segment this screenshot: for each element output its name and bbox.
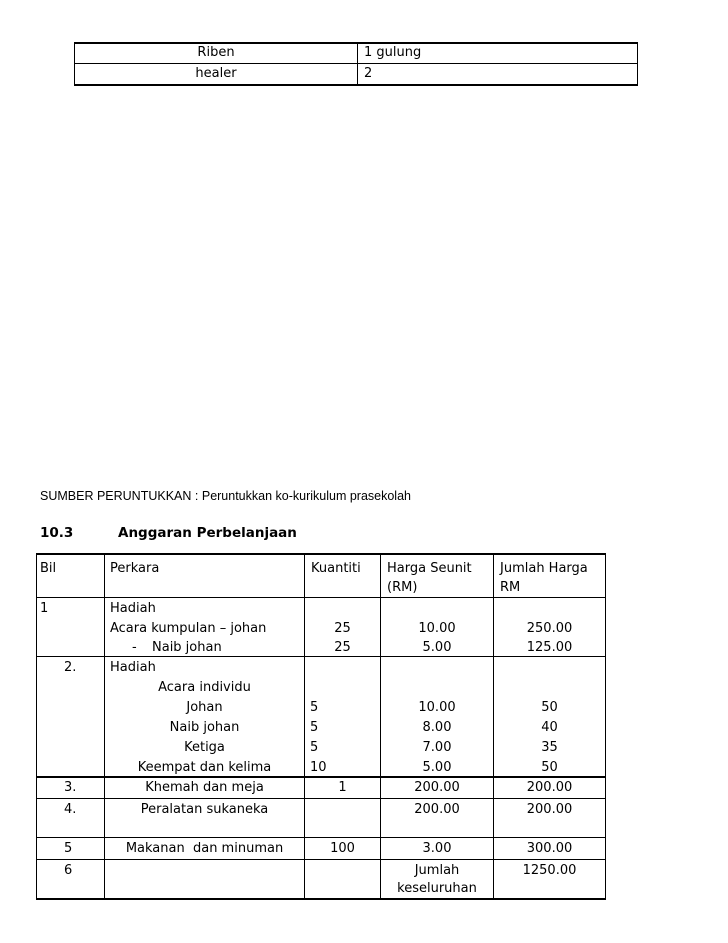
row-total: 200.00 (526, 780, 573, 795)
row-qty: 25 (334, 640, 351, 655)
row-item: Ketiga (184, 740, 225, 755)
row-item: Naib johan (169, 720, 240, 735)
header-kuantiti: Kuantiti (311, 561, 361, 576)
top-table-border (74, 84, 638, 86)
row-qty: 5 (310, 740, 319, 755)
row-item: Khemah dan meja (145, 780, 264, 795)
row-price: 8.00 (422, 720, 452, 735)
section-title: Anggaran Perbelanjaan (118, 525, 297, 541)
row-bil: 2. (64, 660, 77, 675)
row-qty: 5 (310, 720, 319, 735)
grand-total-label: Jumlah (414, 863, 460, 878)
table-border (605, 553, 606, 900)
row-item: Johan (186, 700, 223, 715)
row-price: 200.00 (414, 780, 460, 795)
row-price: 7.00 (422, 740, 452, 755)
row-total: 300.00 (526, 841, 573, 856)
source-line (40, 489, 411, 503)
row-item: Keempat dan kelima (137, 760, 272, 775)
row-item-title: Hadiah (110, 660, 156, 675)
header-harga-unit: (RM) (387, 580, 418, 595)
row-bil: 3. (64, 780, 77, 795)
source-value: : Peruntukkan ko-kurikulum prasekolah (194, 489, 411, 503)
table-border (36, 837, 606, 838)
row-item: Naib johan (152, 640, 222, 655)
top-table-qty: 1 gulung (364, 45, 422, 60)
row-item: Acara kumpulan – johan (110, 621, 267, 636)
row-price: 5.00 (422, 760, 452, 775)
row-qty: 10 (310, 760, 327, 775)
row-bil: 4. (64, 802, 77, 817)
row-price: 10.00 (418, 621, 456, 636)
row-item: Peralatan sukaneka (140, 802, 269, 817)
grand-total-value: 1250.00 (522, 863, 577, 878)
row-item: Makanan dan minuman (125, 841, 284, 856)
top-table-border (637, 42, 638, 86)
row-price: 10.00 (418, 700, 456, 715)
section-number: 10.3 (40, 525, 74, 541)
row-total: 35 (541, 740, 558, 755)
table-border (36, 798, 606, 799)
header-bil: Bil (40, 561, 57, 576)
row-total: 40 (541, 720, 558, 735)
header-jumlah: Jumlah Harga (500, 561, 588, 576)
table-border (36, 859, 606, 860)
row-total: 50 (541, 760, 558, 775)
top-table-item: healer (195, 66, 237, 81)
table-border (36, 553, 606, 555)
header-perkara: Perkara (110, 561, 160, 576)
table-border (36, 597, 606, 598)
top-table-border (357, 42, 358, 86)
grand-total-label: keseluruhan (397, 881, 477, 896)
top-table-item: Riben (197, 45, 235, 60)
header-jumlah-unit: RM (500, 580, 521, 595)
row-bil: 5 (64, 841, 73, 856)
row-total: 200.00 (526, 802, 573, 817)
row-qty: 1 (338, 780, 347, 795)
row-total: 250.00 (526, 621, 573, 636)
source-label: SUMBER PERUNTUKKAN (40, 489, 192, 503)
top-table-row (75, 44, 422, 63)
row-qty: 5 (310, 700, 319, 715)
header-harga: Harga Seunit (387, 561, 472, 576)
row-item-sub: Acara individu (158, 680, 251, 695)
top-table-border (74, 63, 638, 64)
table-border (36, 553, 37, 900)
row-price: 3.00 (422, 841, 452, 856)
row-price: 5.00 (422, 640, 452, 655)
row-total: 50 (541, 700, 558, 715)
row-item-dash: - (132, 640, 137, 655)
top-table-row (75, 65, 373, 84)
row-price: 200.00 (414, 802, 460, 817)
row-qty: 100 (330, 841, 355, 856)
row-bil: 6 (64, 863, 73, 878)
row-item-title: Hadiah (110, 601, 156, 616)
row-total: 125.00 (526, 640, 573, 655)
table-border (36, 898, 606, 900)
row-qty: 25 (334, 621, 351, 636)
row-bil: 1 (40, 601, 49, 616)
top-table-qty: 2 (364, 66, 373, 81)
